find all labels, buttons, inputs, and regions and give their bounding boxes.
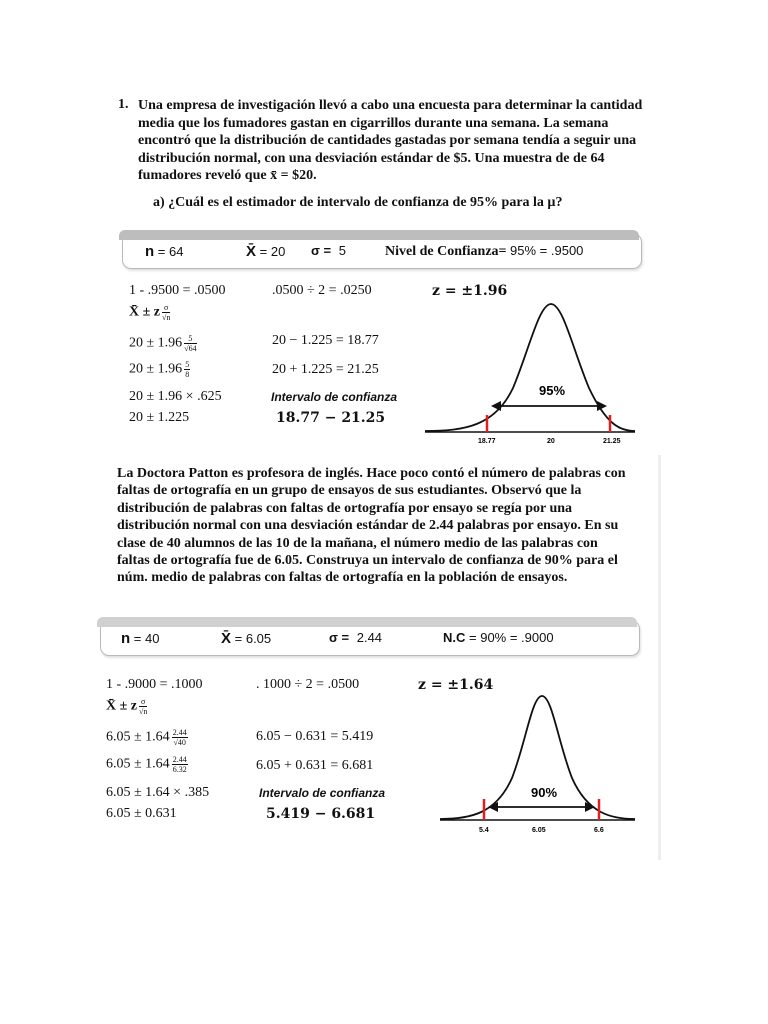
confidence-percent: 90% [531,785,558,800]
x-bar-symbol: X̄ [246,243,257,260]
ci-formula: X̄ ± z $\frac{\sigma}{√n}$ [106,697,148,716]
z-value: z = ±1.96 [432,283,508,299]
given-data-box-1 [122,233,642,269]
normal-curve-1 [425,298,655,448]
x-bar-symbol: x̄ [270,168,278,183]
question-a: a) ¿Cuál es el estimador de intervalo de confianza de 95% para la µ? [153,195,563,210]
normal-curve-2 [440,690,670,840]
x-bar-value: = 6.05 [234,631,272,646]
bell-curve [440,696,635,819]
n-value: = 64 [157,244,184,259]
alpha-calc: 1 - .9500 = .0500 [129,283,226,298]
step-multiply: 20 ± 1.96 × .625 [129,389,222,404]
bell-curve [425,304,635,431]
lower-bound-calc: 6.05 − 0.631 = 5.419 [256,729,374,744]
mean-tick-label: 6.05 [532,827,546,834]
alpha-half-calc: . 1000 ÷ 2 = .0500 [256,677,360,692]
sigma-symbol: σ = [329,630,350,645]
n-symbol: n [145,243,155,260]
text-line: media que los fumadores gastan en cigarrillos durante una semana. La semana [138,115,609,131]
confidence-label: N.C [443,630,466,645]
step-margin: 6.05 ± 0.631 [106,806,177,821]
sigma-symbol: σ = [311,243,332,258]
x-bar-value: = 20 [259,244,286,259]
step-multiply: 6.05 ± 1.64 × .385 [106,785,210,800]
text-line: distribución normal con una desviación estándar de 2.44 palabras por ensayo. En su [117,518,619,534]
text-line: distribución de palabras con faltas de ortografía por ensayo se regía por una [117,500,573,516]
n-value: = 40 [133,631,160,646]
text-line: faltas de ortografía en un grupo de ensayos de sus estudiantes. Observó que la [117,483,582,499]
text-line: La Doctora Patton es profesora de inglés. Hace poco contó el número de palabras con [117,466,626,481]
upper-bound-calc: 20 + 1.225 = 21.25 [272,362,379,377]
confidence-value: 95% = .9500 [510,243,584,258]
text-line: fumadores reveló que x̄ = $20. [138,168,317,183]
problem-2-text [117,465,652,587]
text-line: núm. medio de palabras con faltas de ortografía en la población de ensayos. [117,570,568,586]
given-data-box-2 [100,620,640,656]
text-line: encontró que la distribución de cantidades gastadas por semana tendía a seguir una [138,133,637,148]
sigma-value: 2.44 [356,630,383,645]
ci-formula: X̄ ± z $\frac{\sigma}{√n}$ [129,303,171,322]
sigma-value: 5 [338,243,346,258]
step-substitute: 6.05 ± 1.64 $\frac{2.44}{√40}$ [106,728,187,747]
confidence-value: = 90% = .9000 [469,630,554,645]
n-symbol: n [121,630,131,647]
text-line: faltas de ortografía fue de 6.05. Construya un intervalo de confianza de 90% para el [117,553,618,569]
confidence-label: Nivel de Confianza= [385,244,507,259]
upper-tick-label: 21.25 [603,438,621,445]
step-substitute: 20 ± 1.96 $\frac{5}{√64}$ [129,334,197,353]
interval-label: Intervalo de confianza [271,390,398,404]
step-sqrt: 20 ± 1.96 $\frac{5}{8}$ [129,360,190,379]
alpha-calc: 1 - .9000 = .1000 [106,677,203,692]
text-line: distribución normal, con una desviación estándar de $5. Una muestra de de 64 [138,150,605,166]
confidence-percent: 95% [539,383,566,398]
x-bar-symbol: X̄ [221,630,232,647]
text-line: clase de 40 alumnos de las 10 de la mañana, el número medio de las palabras con [117,535,598,551]
lower-bound-calc: 20 − 1.225 = 18.77 [272,333,379,348]
problem-number: 1. [118,97,129,112]
interval-result: 18.77 − 21.25 [276,410,386,426]
alpha-half-calc: .0500 ÷ 2 = .0250 [272,283,372,298]
upper-tick-label: 6.6 [594,827,604,834]
interval-label: Intervalo de confianza [259,786,386,800]
z-value: z = ±1.64 [418,677,494,693]
problem-1-text [138,97,652,185]
lower-tick-label: 5.4 [479,827,489,834]
step-margin: 20 ± 1.225 [129,410,190,425]
interval-result: 5.419 − 6.681 [266,806,376,822]
mean-tick-label: 20 [547,438,555,445]
step-sqrt: 6.05 ± 1.64 $\frac{2.44}{6.32}$ [106,755,187,774]
lower-tick-label: 18.77 [478,438,496,445]
upper-bound-calc: 6.05 + 0.631 = 6.681 [256,758,374,773]
text-line: Una empresa de investigación llevó a cabo una encuesta para determinar la cantidad [138,98,643,113]
